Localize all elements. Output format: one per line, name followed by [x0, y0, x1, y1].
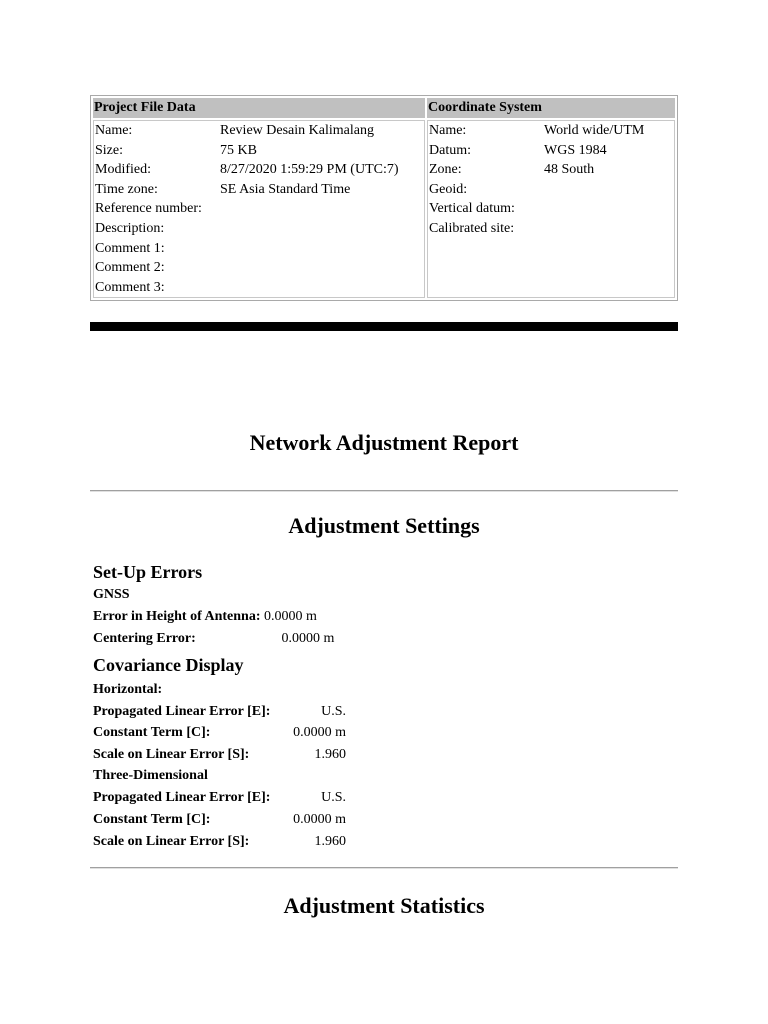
adjustment-settings-title: Adjustment Settings — [288, 513, 480, 538]
field-value: 0.0000 m — [281, 631, 335, 646]
field-label: Error in Height of Antenna: — [93, 609, 261, 624]
field-value: World wide/UTM — [544, 123, 645, 138]
adjustment-statistics-title: Adjustment Statistics — [283, 893, 485, 918]
field-label: Time zone: — [95, 181, 158, 197]
field-value: 75 KB — [220, 142, 257, 158]
field-label: Centering Error: — [93, 631, 196, 646]
report-title: Network Adjustment Report — [249, 430, 519, 455]
field-label: Propagated Linear Error [E]: — [93, 790, 271, 805]
project-info-table — [90, 95, 678, 301]
field-label: Datum: — [429, 142, 471, 158]
table-row — [94, 121, 424, 141]
three-dimensional-subheading: Three-Dimensional — [93, 768, 208, 783]
table-row — [428, 219, 674, 239]
horizontal-subheading: Horizontal: — [93, 682, 163, 697]
field-value — [219, 258, 424, 278]
field-value: 8/27/2020 1:59:29 PM (UTC:7) — [220, 162, 399, 178]
setup-errors-heading: Set-Up Errors — [93, 562, 203, 582]
field-value — [219, 199, 424, 219]
field-label: Propagated Linear Error [E]: — [93, 704, 271, 719]
horizontal-rule — [90, 867, 678, 869]
field-label: Name: — [95, 123, 133, 138]
scale-linear-error-row — [93, 834, 346, 850]
field-label: Size: — [95, 142, 123, 158]
field-label: Comment 3: — [95, 279, 165, 295]
table-row — [94, 199, 424, 219]
field-label: Constant Term [C]: — [93, 725, 211, 740]
field-label: Geoid: — [429, 181, 468, 197]
section-divider-thick — [90, 322, 678, 331]
table-row — [94, 219, 424, 239]
field-value — [219, 278, 424, 298]
gnss-subheading: GNSS — [93, 587, 130, 602]
table-row — [428, 180, 674, 200]
field-value: 1.960 — [314, 747, 346, 762]
field-value — [543, 219, 674, 239]
table-row — [94, 141, 424, 161]
centering-error-row — [93, 631, 334, 647]
propagated-linear-error-row — [93, 790, 346, 806]
table-row — [428, 160, 674, 180]
project-file-data-header: Project File Data — [93, 98, 425, 118]
constant-term-row — [93, 812, 346, 828]
covariance-display-heading: Covariance Display — [93, 655, 244, 675]
field-label: Modified: — [95, 162, 151, 178]
field-label: Calibrated site: — [429, 220, 515, 236]
antenna-height-error-row — [93, 609, 317, 625]
field-value: 48 South — [544, 162, 595, 178]
field-value — [543, 180, 674, 200]
table-row — [94, 180, 424, 200]
field-label: Reference number: — [95, 201, 202, 217]
field-value — [543, 199, 674, 219]
field-label: Scale on Linear Error [S]: — [93, 747, 250, 762]
field-label: Zone: — [429, 162, 462, 178]
field-label: Description: — [95, 220, 165, 236]
field-value: SE Asia Standard Time — [220, 181, 351, 197]
constant-term-row — [93, 725, 346, 741]
table-row — [94, 278, 424, 298]
field-label: Scale on Linear Error [S]: — [93, 834, 250, 849]
field-label: Name: — [429, 123, 467, 138]
table-row — [94, 258, 424, 278]
field-value: 0.0000 m — [293, 725, 346, 740]
table-row — [94, 160, 424, 180]
coordinate-system-panel — [427, 120, 675, 298]
field-value: 0.0000 m — [293, 812, 346, 827]
field-value: 0.0000 m — [264, 609, 317, 624]
field-value: WGS 1984 — [544, 142, 607, 158]
field-value — [219, 219, 424, 239]
field-label: Constant Term [C]: — [93, 812, 211, 827]
field-value — [219, 239, 424, 259]
table-row — [428, 141, 674, 161]
propagated-linear-error-row — [93, 704, 346, 720]
project-file-data-panel — [93, 120, 425, 298]
horizontal-rule — [90, 490, 678, 492]
field-label: Comment 2: — [95, 260, 165, 276]
table-row — [428, 199, 674, 219]
field-value: 1.960 — [314, 834, 346, 849]
table-row — [428, 121, 674, 141]
scale-linear-error-row — [93, 747, 346, 763]
field-label: Comment 1: — [95, 240, 165, 256]
field-label: Vertical datum: — [429, 201, 515, 217]
field-value: U.S. — [321, 790, 346, 805]
coordinate-system-header: Coordinate System — [427, 98, 675, 118]
field-value: U.S. — [321, 704, 346, 719]
table-row — [94, 239, 424, 259]
field-value: Review Desain Kalimalang — [220, 123, 374, 138]
